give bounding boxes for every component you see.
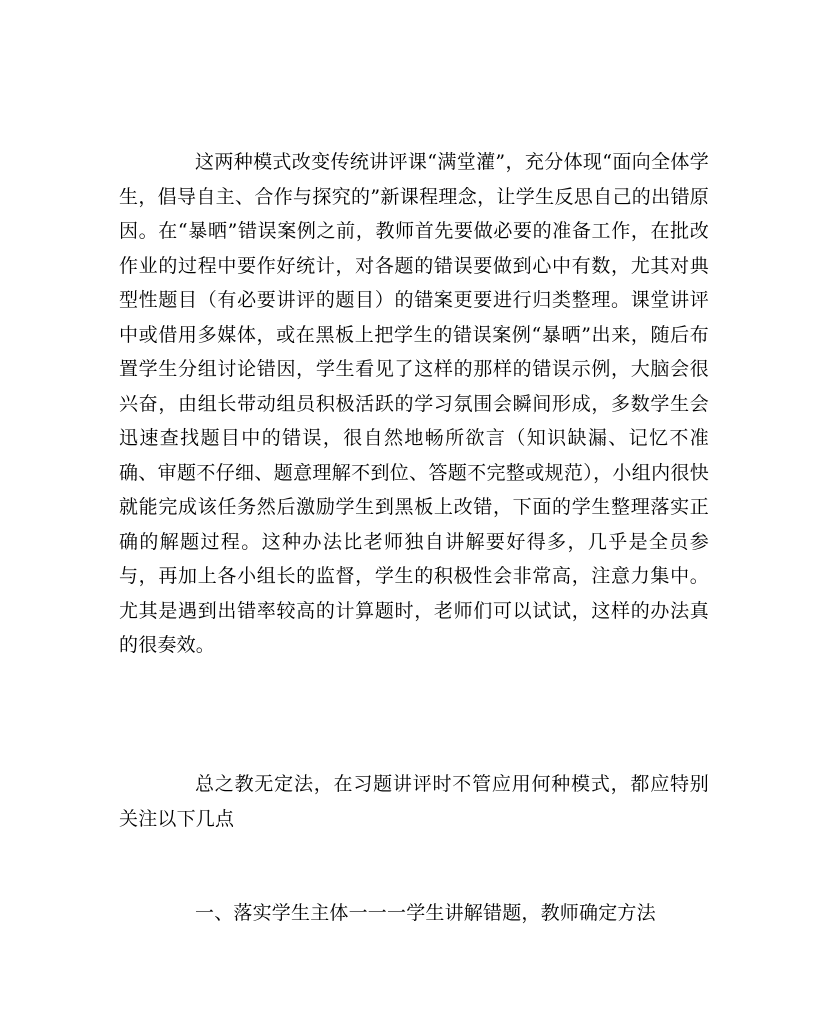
body-paragraph-mode-comparison: 这两种模式改变传统讲评课“满堂灌”，充分体现“面向全体学生，倡导自主、合作与探究的”新课程理念，让学生反思自己的出错原因。在“暴晒”错误案例之前，教师首先要做必要的准备工作，在批改作业的过程中要作好统计，对各题的错误要做到心中有数，尤其对典型性题目（有必要讲评的题目）的错案更要进行归类整理。课堂讲评中或借用多媒体，或在黑板上把学生的错误案例“暴晒”出来，随后布置学生分组讨论错因，学生看见了这样的那样的错误示例，大脑会很兴奋，由组长带动组员积极活跃的学习氛围会瞬间形成，多数学生会迅速查找题目中的错误，很自然地畅所欲言（知识缺漏、记忆不准确、审题不仔细、题意理解不到位、答题不完整或规范），小组内很快就能完成该任务然后激励学生到黑板上改错，下面的学生整理落实正确的解题过程。这种办法比老师独自讲解要好得多，几乎是全员参与，再加上各小组长的监督，学生的积极性会非常高，注意力集中。尤其是遇到出错率较高的计算题时，老师们可以试试，这样的办法真的很奏效。 bbox=[119, 151, 709, 656]
body-paragraph-summary: 总之教无定法，在习题讲评时不管应用何种模式，都应特别关注以下几点 bbox=[119, 773, 709, 830]
section-heading-student-subject: 一、落实学生主体一一一学生讲解错题，教师确定方法 bbox=[195, 902, 656, 924]
